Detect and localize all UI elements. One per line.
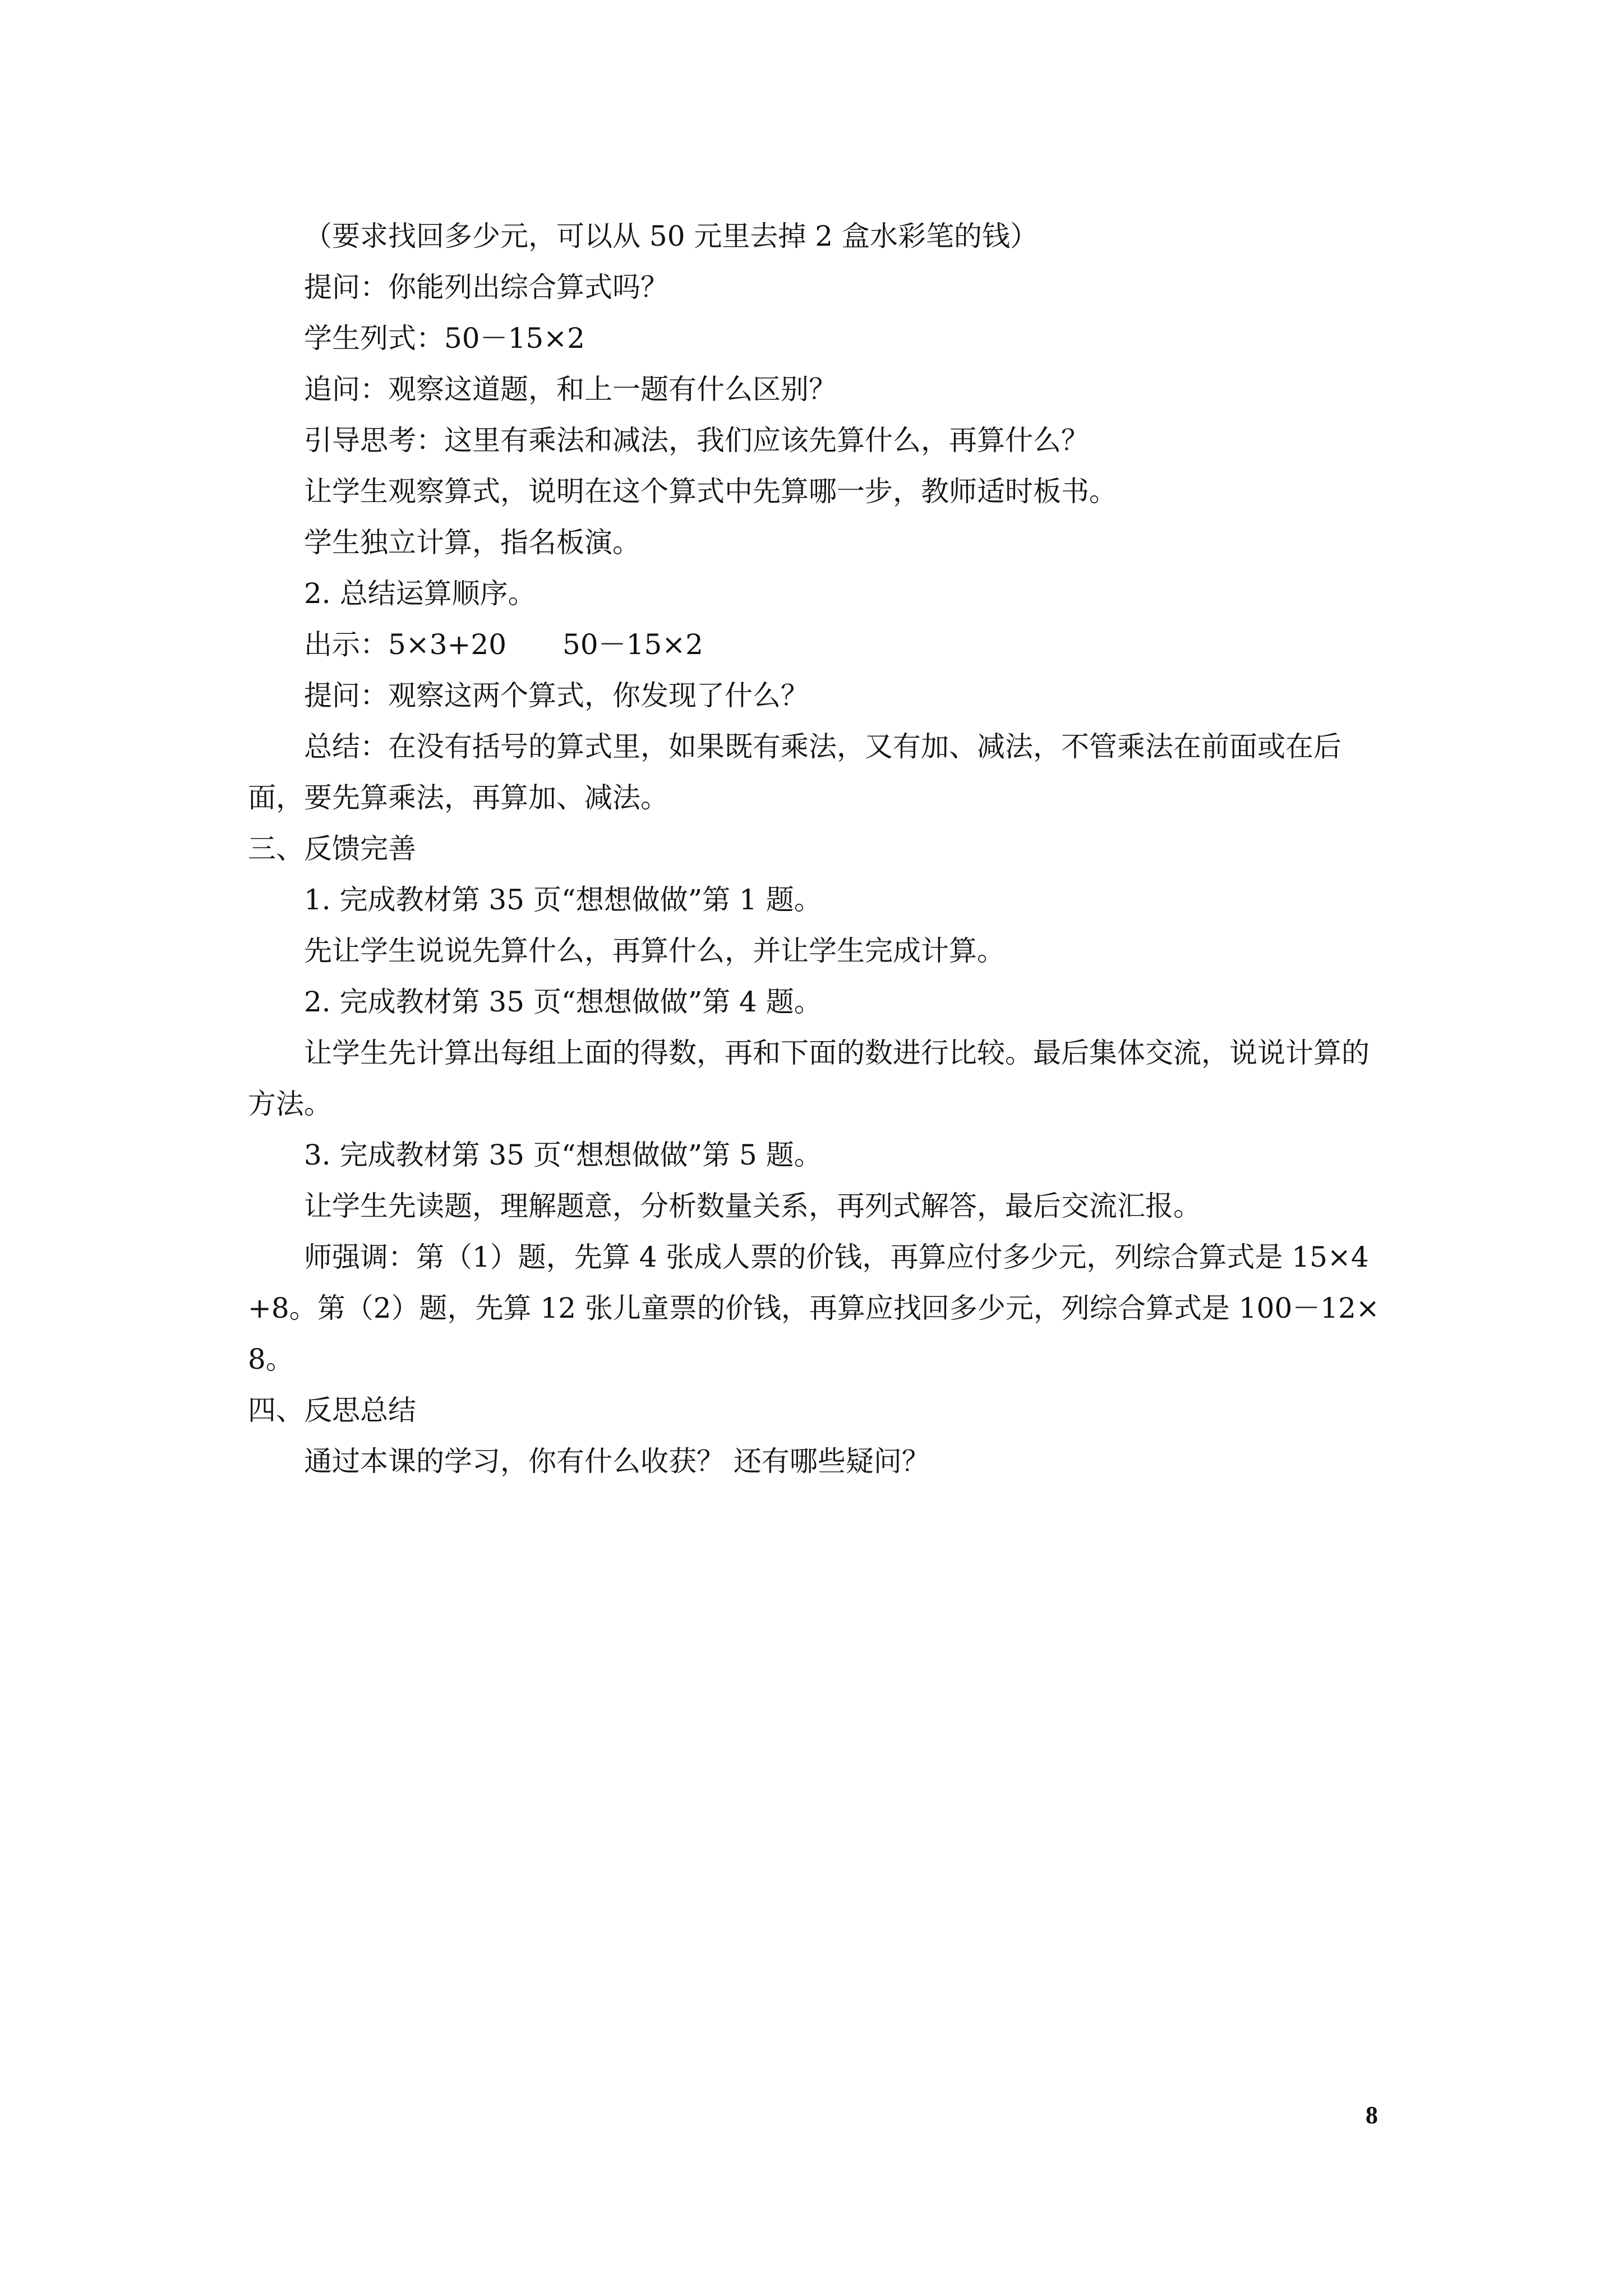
section-heading: 四、反思总结 — [248, 1394, 416, 1427]
paragraph: 让学生先读题，理解题意，分析数量关系，再列式解答，最后交流汇报。 — [304, 1190, 1201, 1222]
paragraph: （要求找回多少元，可以从 50 元里去掉 2 盒水彩笔的钱） — [304, 220, 1039, 252]
paragraph: 提问：观察这两个算式，你发现了什么？ — [304, 679, 809, 712]
paragraph: 追问：观察这道题，和上一题有什么区别？ — [304, 373, 837, 406]
paragraph: 师强调：第（1）题，先算 4 张成人票的价钱，再算应付多少元，列综合算式是 15×4+8。第（2）题，先算 12 张儿童票的价钱，再算应找回多少元，列综合算式是 100－12×8。 — [248, 1241, 1380, 1375]
paragraph: 3. 完成教材第 35 页“想想做做”第 5 题。 — [304, 1139, 822, 1171]
paragraph: 让学生观察算式，说明在这个算式中先算哪一步，教师适时板书。 — [304, 475, 1117, 508]
page-number: 8 — [1366, 2101, 1378, 2129]
paragraph: 让学生先计算出每组上面的得数，再和下面的数进行比较。最后集体交流，说说计算的方法。 — [248, 1037, 1370, 1120]
paragraph: 学生列式：50－15×2 — [304, 322, 585, 355]
paragraph: 学生独立计算，指名板演。 — [304, 526, 640, 559]
paragraph: 2. 总结运算顺序。 — [304, 577, 536, 610]
paragraph: 提问：你能列出综合算式吗？ — [304, 271, 668, 303]
paragraph: 2. 完成教材第 35 页“想想做做”第 4 题。 — [304, 986, 822, 1018]
paragraph: 出示：5×3+20 50－15×2 — [304, 628, 703, 661]
paragraph: 总结：在没有括号的算式里，如果既有乘法，又有加、减法，不管乘法在前面或在后面，要先算乘法，再算加、减法。 — [248, 730, 1341, 814]
document-body — [248, 211, 1381, 1487]
paragraph: 先让学生说说先算什么，再算什么，并让学生完成计算。 — [304, 935, 1005, 967]
paragraph: 1. 完成教材第 35 页“想想做做”第 1 题。 — [304, 884, 822, 916]
section-heading: 三、反馈完善 — [248, 832, 416, 865]
paragraph: 通过本课的学习，你有什么收获？ 还有哪些疑问？ — [304, 1445, 930, 1478]
paragraph: 引导思考：这里有乘法和减法，我们应该先算什么，再算什么？ — [304, 424, 1089, 457]
